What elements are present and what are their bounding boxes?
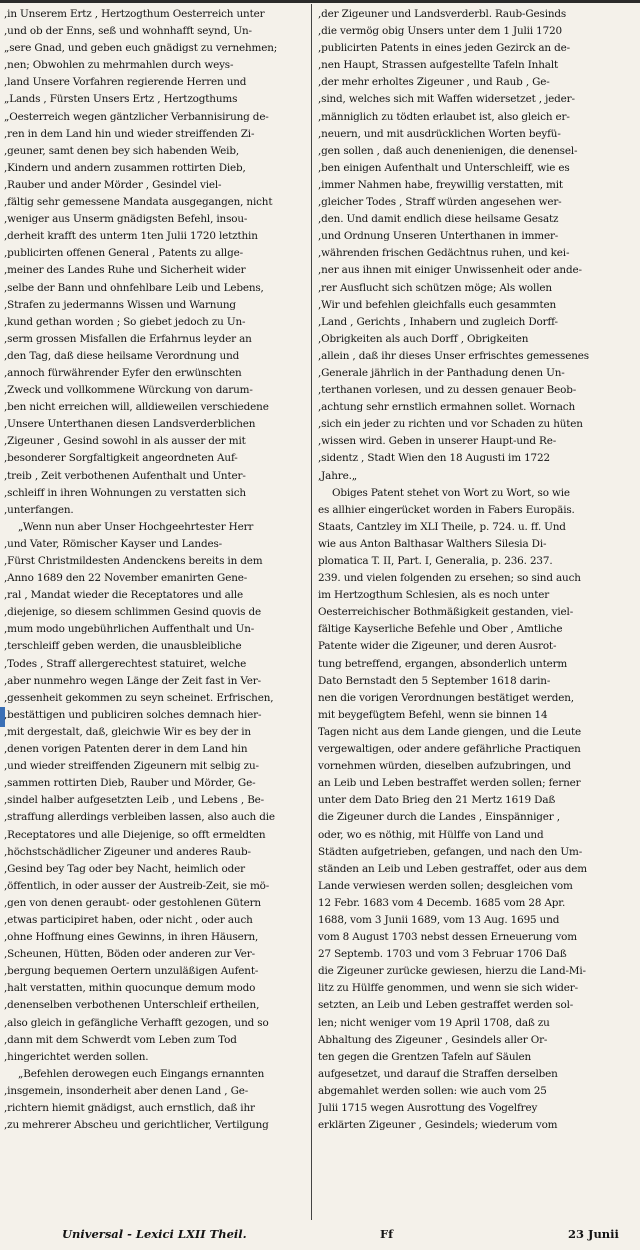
- text-line: ,mit dergestalt, daß, gleichwie Wir es bey der in: [4, 725, 251, 738]
- text-line: ,sidentz , Stadt Wien den 18 Augusti im 1722: [318, 452, 550, 465]
- text-line: ,Gesind bey Tag oder bey Nacht, heimlich oder: [4, 862, 245, 875]
- text-line: ,publicirten offenen General , Patents zu allge-: [4, 247, 243, 260]
- text-line: Obiges Patent stehet von Wort zu Wort, so wie: [332, 486, 570, 499]
- text-line: ,denenselben verbothenen Unterschleif ertheilen,: [4, 999, 260, 1012]
- text-line: ,serm grossen Misfallen die Erfahrnus leyder an: [4, 332, 252, 345]
- text-line: ,gleicher Todes , Straff würden angesehen wer-: [318, 196, 562, 209]
- text-line: ,Receptatores und alle Diejenige, so offt ermeldten: [4, 828, 266, 841]
- text-line: ,Zweck und vollkommene Würckung von darum-: [4, 384, 253, 397]
- text-line: ,Zigeuner , Gesind sowohl in als ausser der mit: [4, 435, 246, 448]
- text-line: 27 Septemb. 1703 und vom 3 Februar 1706 Daß: [318, 948, 567, 961]
- text-line: ,straffung allerdings verbleiben lassen, also auch die: [4, 811, 275, 824]
- text-line: Patente wider die Zigeuner, und deren Ausrot-: [318, 640, 557, 653]
- text-line: plomatica T. II, Part. I, Generalia, p. 236. 237.: [318, 555, 553, 567]
- text-line: ,besonderer Sorgfaltigkeit angeordneten Auf-: [4, 452, 238, 465]
- text-line: ,bestättigen und publiciren solches demnach hier-: [4, 708, 262, 721]
- text-line: ,achtung sehr ernstlich ermahnen sollet. Wornach: [318, 401, 575, 414]
- text-line: 1688, vom 3 Junii 1689, vom 13 Aug. 1695 und: [318, 913, 560, 926]
- text-line: ,allein , daß ihr dieses Unser erfrischtes gemessenes: [318, 349, 589, 362]
- text-line: tung betreffend, ergangen, absonderlich unterm: [318, 657, 568, 670]
- text-line: ,sind, welches sich mit Waffen widersetzet , jeder-: [318, 93, 575, 106]
- text-line: ,Kindern und andern zusammen rottirten Dieb,: [4, 161, 246, 174]
- text-line: Abhaltung des Zigeuner , Gesindels aller Or-: [318, 1033, 548, 1046]
- text-line: ,sindel halber aufgesetzten Leib , und Lebens , Be-: [4, 794, 265, 807]
- text-line: mit beygefügtem Befehl, wenn sie binnen 14: [318, 708, 548, 721]
- text-line: ,mum modo ungebührlichen Auffenthalt und Un-: [4, 623, 255, 636]
- page-footer: [0, 1224, 640, 1246]
- text-line: ,ner aus ihnen mit einiger Unwissenheit oder ande-: [318, 264, 582, 277]
- text-line: „Lands , Fürsten Unsers Ertz , Hertzogthums: [4, 93, 238, 106]
- text-line: ,bergung bequemen Oertern unzuläßigen Aufent-: [4, 965, 259, 978]
- text-line: ,ohne Hoffnung eines Gewinns, in ihren Häusern,: [4, 931, 259, 944]
- text-line: die Zigeuner durch die Landes , Einspänniger ,: [318, 811, 560, 824]
- text-line: ,Todes , Straff allergerechtest statuiret, welche: [4, 657, 247, 670]
- text-line: ,und Ordnung Unseren Unterthanen in immer-: [318, 230, 559, 243]
- right-column: [318, 6, 636, 1216]
- text-line: Tagen nicht aus dem Lande giengen, und die Leute: [318, 725, 582, 738]
- text-line: „sere Gnad, und geben euch gnädigst zu vernehmen;: [4, 42, 278, 55]
- text-line: ,und ob der Enns, seß und wohnhafft seynd, Un-: [4, 25, 252, 38]
- text-line: ,geuner, samt denen bey sich habenden Weib,: [4, 144, 239, 157]
- text-line: ,immer Nahmen habe, freywillig verstatten, mit: [318, 178, 563, 191]
- text-line: im Hertzogthum Schlesien, als es noch unter: [318, 589, 550, 602]
- text-line: ,unterfangen.: [4, 503, 74, 516]
- text-line: ,Generale jährlich in der Panthadung denen Un-: [318, 366, 565, 379]
- text-line: ständen an Leib und Leben gestraffet, oder aus dem: [318, 862, 587, 875]
- text-line: „Wenn nun aber Unser Hochgeehrtester Herr: [18, 520, 254, 533]
- text-line: ,der mehr erholtes Zigeuner , und Raub , Ge-: [318, 76, 550, 89]
- text-line: ,männiglich zu tödten erlaubet ist, also gleich er-: [318, 110, 570, 123]
- text-line: vornehmen würden, dieselben aufzubringen, und: [318, 760, 571, 773]
- text-line: ,aber nunmehro wegen Länge der Zeit fast in Ver-: [4, 674, 261, 687]
- text-line: ,öffentlich, in oder ausser der Austreib-Zeit, sie mö-: [4, 879, 270, 892]
- text-line: ,Jahre.„: [318, 469, 357, 482]
- text-line: es allhier eingerücket worden in Fabers Europäis.: [318, 503, 575, 516]
- text-line: vom 8 August 1703 nebst dessen Erneuerung vom: [318, 931, 577, 944]
- text-line: ,halt verstatten, mithin quocunque demum modo: [4, 982, 256, 995]
- text-line: len; nicht weniger vom 19 April 1708, daß zu: [318, 1016, 550, 1029]
- column-divider: [311, 4, 312, 1220]
- text-line: abgemahlet werden sollen: wie auch vom 25: [318, 1084, 547, 1097]
- text-line: ,hingerichtet werden sollen.: [4, 1050, 149, 1063]
- footer-date: 23 Junii: [568, 1227, 619, 1241]
- text-line: ,ben nicht erreichen will, alldieweilen verschiedene: [4, 401, 269, 414]
- text-line: ,Scheunen, Hütten, Böden oder anderen zur Ver-: [4, 948, 255, 961]
- text-line: ,terschleiff geben werden, die unausbleibliche: [4, 640, 242, 653]
- text-line: 12 Febr. 1683 vom 4 Decemb. 1685 vom 28 Apr.: [318, 896, 566, 909]
- text-line: ,derheit krafft des unterm 1ten Julii 1720 letzthin: [4, 230, 258, 243]
- text-line: ,in Unserem Ertz , Hertzogthum Oesterreich unter: [4, 8, 265, 20]
- text-line: ,Land , Gerichts , Inhabern und zugleich Dorff-: [318, 315, 558, 328]
- text-line: ,nen Haupt, Strassen aufgestellte Tafeln Inhalt: [318, 59, 559, 72]
- text-line: Städten aufgetrieben, gefangen, und nach den Um-: [318, 845, 583, 858]
- text-line: ,diejenige, so diesem schlimmen Gesind quovis de: [4, 606, 261, 619]
- text-line: Staats, Cantzley im XLI Theile, p. 724. u. ff. Und: [318, 520, 566, 533]
- text-line: ,insgemein, insonderheit aber denen Land , Ge-: [4, 1084, 249, 1097]
- text-line: ,Anno 1689 den 22 November emanirten Gene-: [4, 572, 248, 585]
- text-line: ,der Zigeuner und Landsverderbl. Raub-Gesinds: [318, 8, 567, 20]
- text-line: ,neuern, und mit ausdrücklichen Worten beyfü-: [318, 127, 561, 140]
- footer-page-number: Ff: [380, 1227, 394, 1241]
- text-line: ,ral , Mandat wieder die Receptatores und alle: [4, 589, 243, 602]
- text-line: ,treib , Zeit verbothenen Aufenthalt und Unter-: [4, 469, 246, 482]
- text-line: ten gegen die Grentzen Tafeln auf Säulen: [318, 1050, 532, 1063]
- text-line: ,die vermög obig Unsers unter dem 1 Julii 1720: [318, 25, 563, 38]
- text-line: ,und wieder streiffenden Zigeunern mit selbig zu-: [4, 760, 259, 773]
- text-line: wie aus Anton Balthasar Walthers Silesia Di-: [318, 537, 547, 550]
- text-line: ,zu mehrerer Abscheu und gerichtlicher, Vertilgung: [4, 1119, 269, 1132]
- text-line: 239. und vielen folgenden zu ersehen; so sind auch: [318, 572, 581, 585]
- text-line: aufgesetzet, und darauf die Straffen derselben: [318, 1067, 558, 1080]
- text-line: ,schleiff in ihren Wohnungen zu verstatten sich: [4, 486, 246, 499]
- text-line: ,Fürst Christmildesten Andenckens bereits in dem: [4, 555, 263, 567]
- text-line: ,Unsere Unterthanen diesen Landsverderblichen: [4, 418, 256, 431]
- text-line: ,richtern hiemit gnädigst, auch ernstlich, daß ihr: [4, 1102, 255, 1114]
- text-line: unter dem Dato Brieg den 21 Mertz 1619 Daß: [318, 794, 556, 807]
- text-line: ,den Tag, daß diese heilsame Verordnung und: [4, 349, 240, 362]
- text-line: ,und Vater, Römischer Kayser und Landes-: [4, 537, 223, 550]
- text-line: Dato Bernstadt den 5 September 1618 darin-: [318, 674, 551, 687]
- text-line: oder, wo es nöthig, mit Hülffe von Land und: [318, 828, 544, 841]
- text-line: ,gen von denen geraubt- oder gestohlenen Gütern: [4, 896, 261, 909]
- text-line: ,gen sollen , daß auch denenienigen, die denensel-: [318, 144, 578, 157]
- text-line: ,meiner des Landes Ruhe und Sicherheit wider: [4, 264, 246, 277]
- text-line: ,land Unsere Vorfahren regierende Herren und: [4, 76, 247, 89]
- text-line: ,Strafen zu jedermanns Wissen und Warnung: [4, 298, 236, 311]
- text-line: „Oesterreich wegen gäntzlicher Verbannisirung de-: [4, 110, 269, 123]
- text-line: ,fältig sehr gemessene Mandata ausgegangen, nicht: [4, 196, 273, 209]
- text-line: ,selbe der Bann und ohnfehlbare Leib und Lebens,: [4, 281, 264, 294]
- text-line: ,rer Ausflucht sich schützen möge; Als wollen: [318, 281, 552, 294]
- text-line: ,denen vorigen Patenten derer in dem Land hin: [4, 743, 248, 756]
- text-line: ,Wir und befehlen gleichfalls euch gesammten: [318, 298, 557, 311]
- text-line: litz zu Hülffe genommen, und wenn sie sich wider-: [318, 982, 578, 995]
- text-line: ,sammen rottirten Dieb, Rauber und Mörder, Ge-: [4, 777, 256, 790]
- text-line: ,dann mit dem Schwerdt vom Leben zum Tod: [4, 1033, 237, 1046]
- text-line: ,gessenheit gekommen zu seyn scheinet. Erfrischen,: [4, 691, 274, 704]
- text-line: ,terthanen vorlesen, und zu dessen genauer Beob-: [318, 384, 577, 397]
- text-line: ,ben einigen Aufenthalt und Unterschleiff, wie es: [318, 161, 570, 174]
- text-line: an Leib und Leben bestraffet werden sollen; ferner: [318, 777, 581, 790]
- text-line: ,Rauber und ander Mörder , Gesindel viel-: [4, 178, 222, 191]
- text-line: ,kund gethan worden ; So giebet jedoch zu Un-: [4, 315, 246, 328]
- text-line: ,weniger aus Unserm gnädigsten Befehl, insou-: [4, 213, 248, 226]
- text-line: die Zigeuner zurücke gewiesen, hierzu die Land-Mi-: [318, 965, 586, 978]
- text-line: fältige Kayserliche Befehle und Ober , Amtliche: [318, 623, 563, 636]
- footer-title: Universal - Lexici LXII Theil.: [62, 1227, 247, 1241]
- text-line: „Befehlen derowegen euch Eingangs ernannten: [18, 1067, 265, 1080]
- text-line: ,Obrigkeiten als auch Dorff , Obrigkeiten: [318, 332, 529, 345]
- text-line: nen die vorigen Verordnungen bestätiget werden,: [318, 691, 574, 704]
- text-line: vergewaltigen, oder andere gefährliche Practiquen: [318, 743, 581, 756]
- top-rule: [0, 0, 640, 3]
- text-line: ,publicirten Patents in eines jeden Gezirck an de-: [318, 42, 570, 55]
- text-line: erklärten Zigeuner , Gesindels; wiederum vom: [318, 1119, 558, 1132]
- text-line: ,höchstschädlicher Zigeuner und anderes Raub-: [4, 845, 251, 858]
- text-line: ,etwas participiret haben, oder nicht , oder auch: [4, 913, 253, 926]
- text-line: ,nen; Obwohlen zu mehrmahlen durch weys-: [4, 59, 234, 72]
- text-line: Oesterreichischer Bothmäßigkeit gestanden, viel-: [318, 606, 574, 619]
- left-column: [4, 6, 306, 1216]
- text-line: Lande verwiesen werden sollen; desgleichen vom: [318, 879, 573, 892]
- text-line: ,annoch fürwährender Eyfer den erwünschten: [4, 366, 242, 379]
- text-line: ,sich ein jeder zu richten und vor Schaden zu hüten: [318, 418, 583, 431]
- text-line: Julii 1715 wegen Ausrottung des Vogelfrey: [318, 1102, 538, 1114]
- text-line: ,währenden frischen Gedächtnus ruhen, und kei-: [318, 247, 570, 260]
- text-line: setzten, an Leib und Leben gestraffet werden sol-: [318, 999, 574, 1012]
- text-line: ,also gleich in gefängliche Verhafft gezogen, und so: [4, 1016, 269, 1029]
- text-line: ,den. Und damit endlich diese heilsame Gesatz: [318, 213, 559, 226]
- text-line: ,ren in dem Land hin und wieder streiffenden Zi-: [4, 127, 255, 140]
- text-line: ,wissen wird. Geben in unserer Haupt-und Re-: [318, 435, 557, 448]
